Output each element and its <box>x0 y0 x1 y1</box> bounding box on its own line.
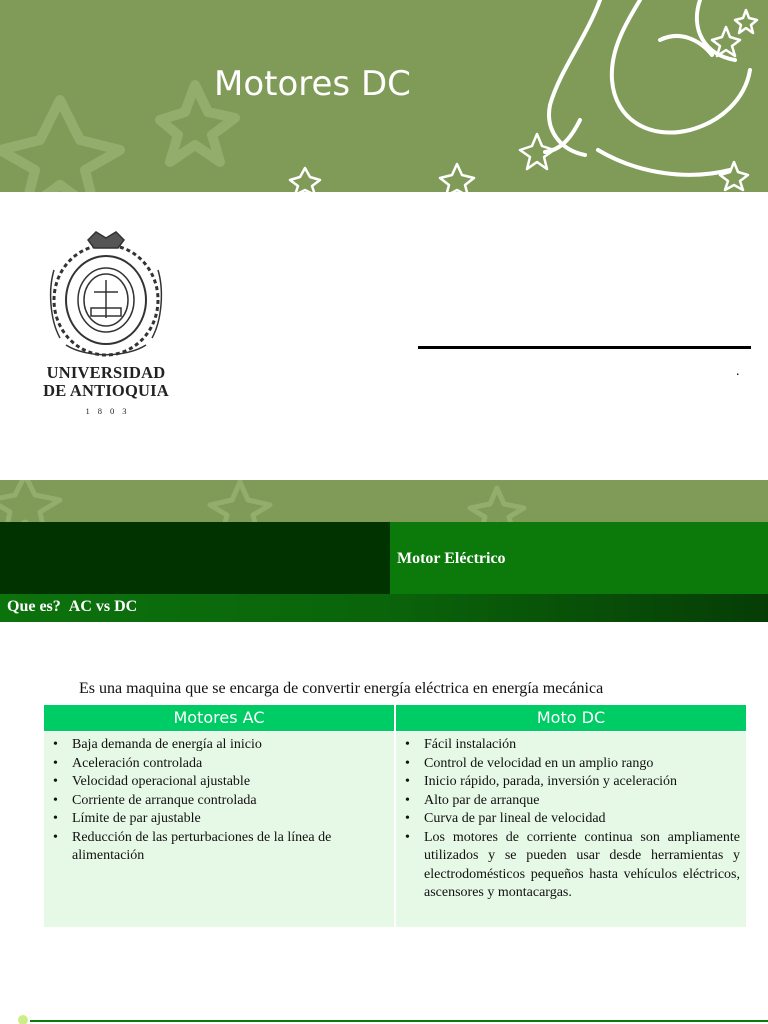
table-cell-ac <box>44 731 394 927</box>
list-item: • Curva de par lineal de velocidad <box>402 810 740 829</box>
university-year: 1803 <box>85 406 135 416</box>
signature-line <box>418 346 751 349</box>
list-item: • Reducción de las perturbaciones de la línea de alimentación <box>50 829 388 866</box>
footer-dot-icon <box>18 1015 28 1024</box>
list-item: • Alto par de arranque <box>402 792 740 811</box>
table-header-ac: Motores AC <box>44 705 394 731</box>
list-item: • Corriente de arranque controlada <box>50 792 388 811</box>
dc-feature-list <box>402 736 740 903</box>
section-band <box>0 480 768 522</box>
list-item: • Los motores de corriente continua son ampliamente utilizados y se pueden usar desde herramientas y electrodomésticos pequeños hasta vehículos eléctricos, ascensores y montacargas. <box>402 829 740 903</box>
university-name <box>28 364 184 400</box>
footer-line <box>30 1020 768 1022</box>
table-cell-dc <box>396 731 746 927</box>
ac-feature-list <box>50 736 388 866</box>
list-item: • Control de velocidad en un amplio rango <box>402 755 740 774</box>
intro-text: Es una maquina que se encarga de convertir energía eléctrica en energía mecánica <box>79 680 604 697</box>
table-header-dc: Moto DC <box>396 705 746 731</box>
signature-dot: . <box>736 364 740 379</box>
nav-item-ac-vs-dc[interactable]: AC vs DC <box>68 598 138 615</box>
header-banner <box>0 0 768 192</box>
list-item: • Límite de par ajustable <box>50 810 388 829</box>
list-item: • Inicio rápido, parada, inversión y aceleración <box>402 773 740 792</box>
decorative-stars <box>0 480 768 522</box>
table-column-ac <box>44 705 394 927</box>
university-name-line1: UNIVERSIDAD <box>46 363 166 382</box>
crest-icon <box>46 230 166 360</box>
list-item: • Fácil instalación <box>402 736 740 755</box>
list-item: • Baja demanda de energía al inicio <box>50 736 388 755</box>
comparison-table <box>44 705 746 927</box>
nav-item-que-es[interactable]: Que es? <box>7 598 61 615</box>
dark-header-strip <box>0 522 390 594</box>
list-item: • Velocidad operacional ajustable <box>50 773 388 792</box>
university-name-line2: DE ANTIOQUIA <box>43 381 169 400</box>
nav-bar <box>7 598 145 616</box>
section-title: Motor Eléctrico <box>397 550 506 567</box>
list-item: • Aceleración controlada <box>50 755 388 774</box>
page-title: Motores DC <box>214 64 411 104</box>
university-logo <box>28 230 184 420</box>
table-column-dc <box>396 705 746 927</box>
